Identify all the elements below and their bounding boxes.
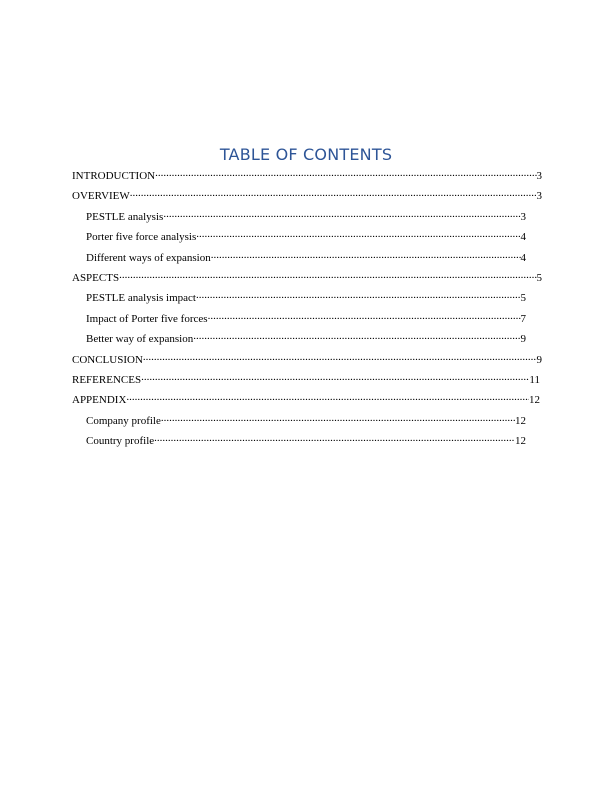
toc-entry-label: OVERVIEW	[72, 190, 130, 203]
toc-entry-label: ASPECTS	[72, 271, 120, 284]
toc-entry-page: 5	[536, 271, 542, 284]
toc-entry-country-profile[interactable]	[86, 430, 526, 450]
toc-entry-aspects[interactable]	[72, 267, 542, 287]
toc-entry-label: INTRODUCTION	[72, 170, 156, 182]
toc-entry-appendix[interactable]	[72, 389, 540, 409]
toc-dot-leader	[119, 269, 536, 281]
toc-entry-page: 12	[515, 435, 526, 448]
toc-entry-page: 12	[529, 394, 540, 407]
toc-entry-pestle-analysis-impact[interactable]	[86, 287, 526, 307]
toc-dot-leader	[193, 330, 520, 342]
toc-entry-label: Company profile	[86, 414, 161, 427]
toc-entry-label: Porter five force analysis	[86, 231, 197, 244]
toc-dot-leader	[143, 351, 537, 363]
toc-dot-leader	[163, 208, 520, 220]
toc-entry-page: 9	[520, 333, 526, 346]
toc-entry-page: 7	[520, 312, 526, 325]
toc-entry-label: Impact of Porter five forces	[86, 312, 208, 325]
toc-entry-label: Country profile	[86, 435, 155, 448]
toc-entry-label: PESTLE analysis	[86, 210, 164, 223]
toc-entry-label: REFERENCES	[72, 373, 142, 386]
toc-dot-leader	[154, 432, 515, 444]
toc-dot-leader	[130, 187, 537, 199]
toc-dot-leader	[161, 412, 515, 424]
toc-entry-page: 4	[520, 231, 526, 244]
toc-entry-page: 3	[520, 210, 526, 223]
toc-entry-impact-of-porter-five-forces[interactable]	[86, 308, 526, 328]
toc-entry-page: 12	[515, 414, 526, 427]
toc-dot-leader	[196, 228, 520, 240]
toc-entry-porter-five-force-analysis[interactable]	[86, 226, 526, 246]
toc-dot-leader	[211, 249, 521, 261]
toc-dot-leader	[208, 310, 521, 322]
toc-entry-pestle-analysis[interactable]	[86, 206, 526, 226]
toc-entry-references[interactable]	[72, 369, 540, 389]
toc-entry-page: 5	[520, 292, 526, 305]
toc-entry-conclusion[interactable]	[72, 349, 542, 369]
toc-dot-leader	[126, 391, 529, 403]
toc-entry-label: Better way of expansion	[86, 333, 194, 346]
toc-entry-page: 9	[536, 353, 542, 366]
toc-dot-leader	[141, 371, 529, 383]
toc-entry-company-profile[interactable]	[86, 410, 526, 430]
toc-entry-label: APPENDIX	[72, 394, 127, 407]
table-of-contents	[72, 165, 542, 450]
toc-entry-page: 3	[536, 190, 542, 203]
toc-entry-page: 3	[536, 170, 542, 182]
toc-dot-leader	[155, 167, 536, 179]
toc-entry-page: 4	[520, 251, 526, 264]
toc-entry-page: 11	[529, 373, 540, 386]
toc-entry-label: PESTLE analysis impact	[86, 292, 196, 305]
page-title: TABLE OF CONTENTS	[219, 145, 393, 164]
toc-entry-overview[interactable]	[72, 185, 542, 205]
toc-entry-label: CONCLUSION	[72, 353, 143, 366]
toc-entry-better-way-of-expansion[interactable]	[86, 328, 526, 348]
toc-entry-different-ways-of-expansion[interactable]	[86, 247, 526, 267]
toc-entry-introduction[interactable]	[72, 165, 542, 185]
toc-entry-label: Different ways of expansion	[86, 251, 211, 264]
toc-dot-leader	[196, 289, 521, 301]
